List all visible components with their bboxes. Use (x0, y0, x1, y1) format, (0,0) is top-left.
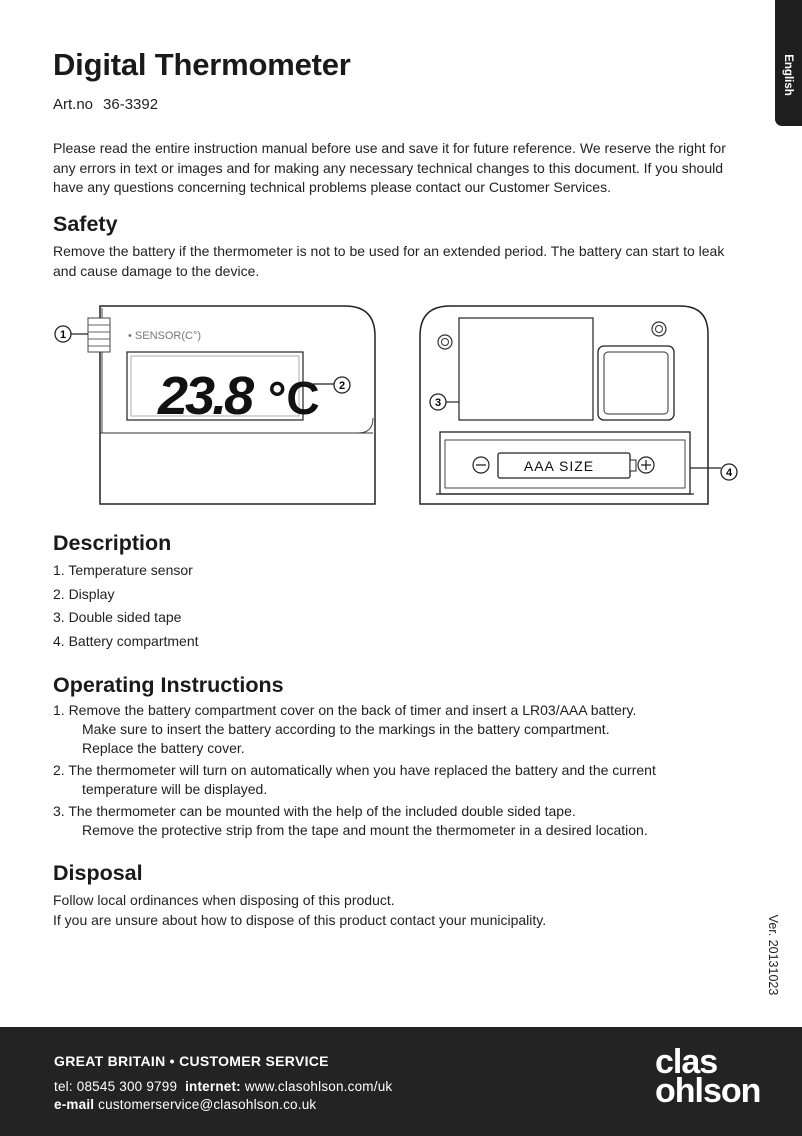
battery-size-label: AAA SIZE (523, 458, 595, 474)
page-title: Digital Thermometer (53, 47, 351, 82)
disposal-heading: Disposal (53, 861, 143, 885)
disposal-text: Follow local ordinances when disposing of this product. If you are unsure about how to dispose of this product contact your municipality. (53, 892, 547, 928)
operating-list (53, 701, 753, 843)
svg-text:2: 2 (338, 380, 346, 392)
list-item: 1. Remove the battery compartment cover on the back of timer and insert a LR03/AAA battery. Make sure to insert the battery according to the markings in the battery compartment. Replace the battery cover. (53, 702, 637, 756)
footer (0, 1027, 802, 1136)
thermometer-illustration (40, 296, 750, 516)
svg-text:4: 4 (725, 467, 733, 479)
display-value: 23.8 (158, 366, 252, 426)
display-unit: °C (268, 372, 320, 424)
art-number-label: Art.no (53, 96, 94, 113)
brand-logo: clas ohlson (655, 1043, 761, 1110)
back-view (420, 306, 708, 504)
description-heading: Description (53, 531, 172, 555)
language-tab-label: English (782, 54, 794, 96)
svg-text:1: 1 (59, 329, 67, 341)
safety-text: Remove the battery if the thermometer is not to be used for an extended period. The battery can start to leak and cause damage to the device. (53, 243, 725, 279)
email-link[interactable]: customerservice@clasohlson.co.uk (98, 1097, 317, 1112)
sensor-label: • SENSOR(C°) (128, 330, 202, 342)
footer-contact-line: tel: 08545 300 9799 internet: www.clasohlson.com/uk (54, 1079, 393, 1094)
footer-email-line: e-mail customerservice@clasohlson.co.uk (54, 1097, 317, 1112)
list-item: 2. Display (53, 585, 115, 602)
art-number-value: 36-3392 (103, 96, 159, 113)
website-link[interactable]: www.clasohlson.com/uk (244, 1079, 393, 1094)
safety-heading: Safety (53, 212, 118, 236)
list-item: 2. The thermometer will turn on automatically when you have replaced the battery and the current temperature will be displayed. (53, 762, 656, 797)
intro-paragraph: Please read the entire instruction manual before use and save it for future reference. We reserve the right for any errors in text or images and for making any necessary technical changes to this document. If you should have any questions concerning technical problems please contact our Customer Services. (53, 140, 726, 195)
list-item: 4. Battery compartment (53, 632, 199, 649)
language-tab[interactable] (775, 0, 802, 126)
list-item: 3. Double sided tape (53, 609, 182, 625)
front-view (88, 306, 375, 504)
footer-heading: GREAT BRITAIN • CUSTOMER SERVICE (54, 1053, 329, 1069)
description-list (53, 562, 199, 656)
operating-heading: Operating Instructions (53, 673, 284, 697)
phone-number[interactable]: 08545 300 9799 (76, 1079, 178, 1094)
art-number (53, 96, 158, 113)
svg-text:3: 3 (434, 397, 442, 409)
list-item: 1. Temperature sensor (53, 562, 193, 578)
list-item: 3. The thermometer can be mounted with the help of the included double sided tape. Remove the protective strip from the tape and mount the thermometer in a desired location. (53, 803, 648, 838)
version-label: Ver. 20131023 (766, 914, 780, 996)
